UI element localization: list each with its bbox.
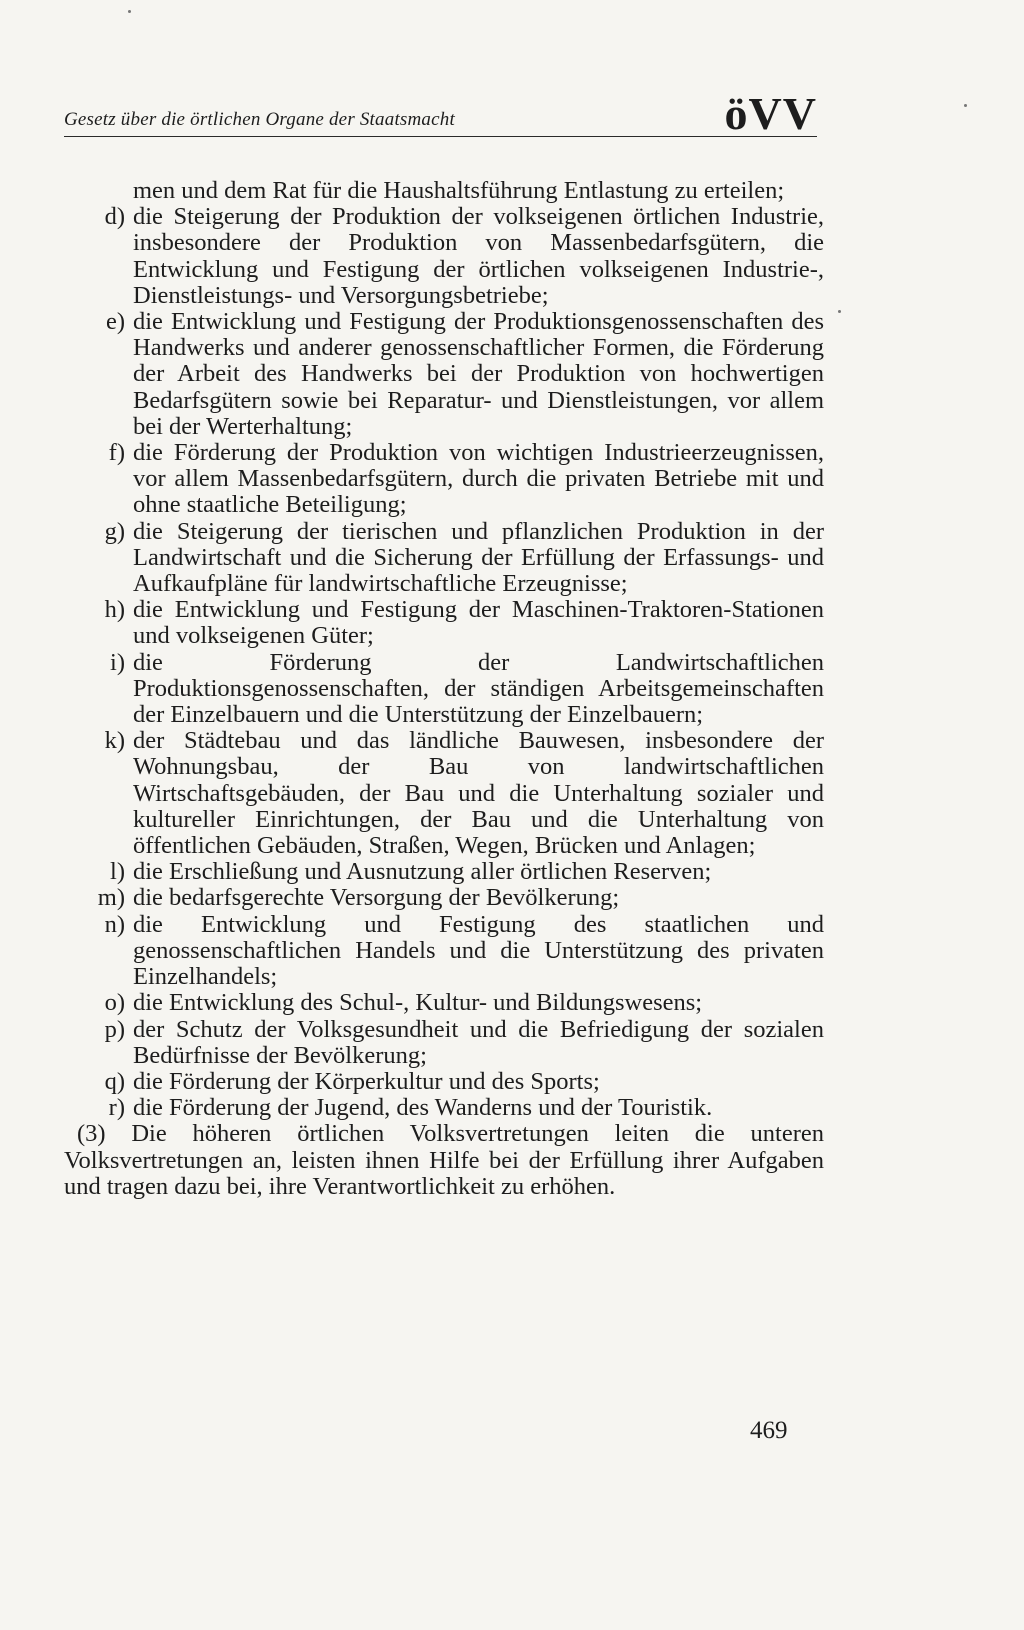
list-item-text: die Steigerung der tierischen und pflanzlichen Produktion in der Landwirtschaft und die Sicherung der Erfüllung der Erfassungs- und Aufkaufpläne für landwirtschaftliche Erzeugnisse;	[133, 517, 824, 598]
list-item-text: die Entwicklung und Festigung der Maschinen-Traktoren-Stationen und volkseigenen Güter;	[133, 596, 824, 650]
list-item	[64, 1017, 824, 1069]
page-number: 469	[750, 1417, 788, 1444]
list-item	[64, 650, 824, 729]
list-item	[64, 885, 824, 911]
publisher-logo: öVV	[724, 88, 817, 139]
paragraph-3: (3) Die höheren örtlichen Volksvertretungen leiten die unteren Volksvertretungen an, leisten ihnen Hilfe bei der Erfüllung ihrer Aufgaben und tragen dazu bei, ihre Verantwortlichkeit zu erhöhen.	[64, 1120, 824, 1200]
continuation-text: men und dem Rat für die Haushaltsführung Entlastung zu erteilen;	[133, 177, 785, 204]
list-item-text: die bedarfsgerechte Versorgung der Bevölkerung;	[133, 884, 620, 912]
scan-speck	[964, 104, 967, 107]
list-item-label: i)	[110, 648, 125, 676]
list-item	[64, 912, 824, 991]
list-item-label: k)	[104, 727, 125, 755]
list-item-text: die Entwicklung und Festigung der Produktionsgenossenschaften des Handwerks und anderer genossenschaftlicher Formen, die Förderung der Arbeit des Handwerks bei der Produktion von hochwertigen Bedarfsgütern sowie bei Reparatur- und Dienstleistungen, vor allem bei der Werterhaltung;	[133, 308, 824, 440]
scan-speck	[838, 310, 841, 313]
list-item-label: n)	[104, 910, 125, 938]
list-item	[64, 859, 824, 885]
list-item-label: h)	[104, 596, 125, 624]
list-item-text: der Städtebau und das ländliche Bauwesen, insbesondere der Wohnungsbau, der Bau von landwirtschaftlichen Wirtschaftsgebäuden, der Bau und die Unterhaltung sozialer und kultureller Einrichtungen, der Bau und die Unterhaltung von öffentlichen Gebäuden, Straßen, Wegen, Brücken und Anlagen;	[133, 727, 824, 860]
list-item-text: die Förderung der Körperkultur und des Sports;	[133, 1067, 600, 1095]
list-item-label: p)	[104, 1015, 125, 1043]
list-item	[64, 519, 824, 598]
list-item-label: m)	[97, 884, 125, 912]
list-item-text: der Schutz der Volksgesundheit und die Befriedigung der sozialen Bedürfnisse der Bevölkerung;	[133, 1015, 824, 1069]
running-header	[64, 88, 817, 139]
list-item-text: die Entwicklung und Festigung des staatlichen und genossenschaftlichen Handels und die Unterstützung des privaten Einzelhandels;	[133, 910, 824, 991]
header-title: Gesetz über die örtlichen Organe der Staatsmacht	[64, 109, 455, 130]
list-item-text: die Förderung der Jugend, des Wanderns und der Touristik.	[133, 1094, 713, 1122]
list-item-text: die Entwicklung des Schul-, Kultur- und Bildungswesens;	[133, 989, 703, 1017]
scan-speck	[128, 10, 131, 13]
page-body	[64, 178, 824, 1200]
list-item	[64, 1069, 824, 1095]
list-item	[64, 204, 824, 309]
list-item	[64, 1095, 824, 1121]
list-item-label: l)	[110, 858, 125, 886]
list-item-label: g)	[104, 517, 125, 545]
list-item	[64, 309, 824, 440]
list-item	[64, 440, 824, 519]
list-item-label: d)	[104, 203, 125, 231]
list-item	[64, 990, 824, 1016]
list-item-label: f)	[108, 439, 125, 467]
list-item-text: die Erschließung und Ausnutzung aller örtlichen Reserven;	[133, 858, 712, 886]
list-item-label: e)	[105, 308, 125, 336]
list-item-label: o)	[104, 989, 125, 1017]
list-item-text: die Steigerung der Produktion der volkseigenen örtlichen Industrie, insbesondere der Produktion von Massenbedarfsgütern, die Entwicklung und Festigung der örtlichen volkseigenen Industrie-, Dienstleistungs- und Versorgungsbetriebe;	[133, 203, 824, 309]
list-item-label: q)	[104, 1067, 125, 1095]
list-item	[64, 597, 824, 649]
list-item-label: r)	[108, 1094, 125, 1122]
list-item	[64, 728, 824, 859]
list-item-text: die Förderung der Produktion von wichtigen Industrieerzeugnissen, vor allem Massenbedarfsgütern, durch die privaten Betriebe mit und ohne staatliche Beteiligung;	[133, 439, 824, 519]
list-item-text: die Förderung der Landwirtschaftlichen Produktionsgenossenschaften, der ständigen Arbeitsgemeinschaften der Einzelbauern und die Unterstützung der Einzelbauern;	[133, 648, 824, 729]
